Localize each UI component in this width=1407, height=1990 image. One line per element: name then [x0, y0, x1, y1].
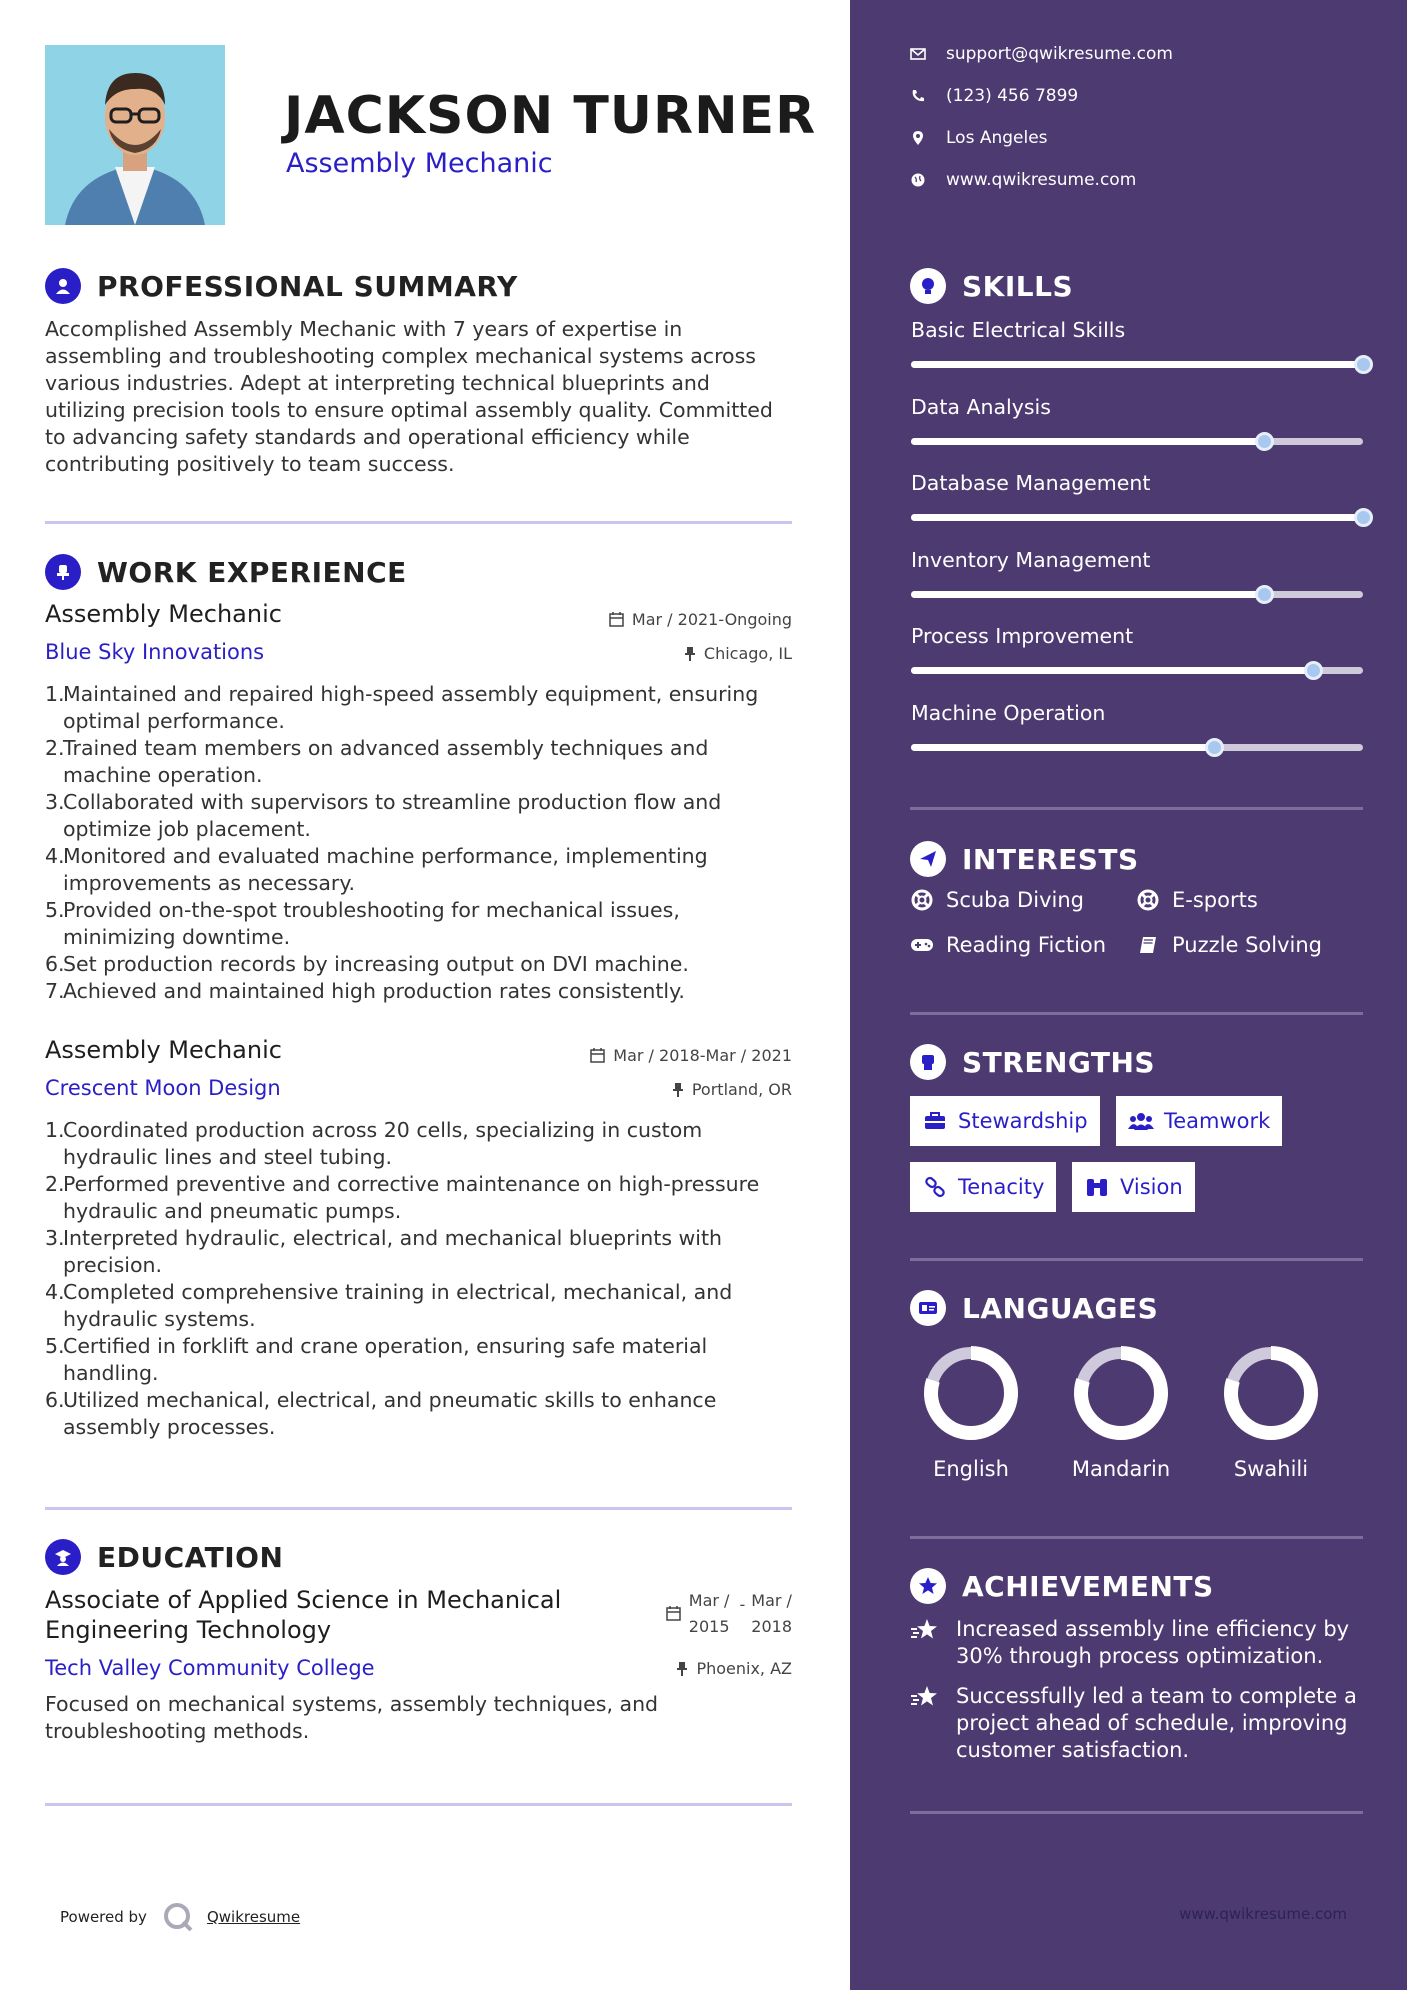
skill-bar-fill [911, 438, 1264, 445]
language-item [1211, 1343, 1331, 1481]
gamepad-icon [910, 933, 934, 957]
calendar-icon [666, 1606, 681, 1621]
experience-heading [45, 554, 407, 590]
languages-heading: LANGUAGES [910, 1290, 1158, 1326]
language-label: English [933, 1457, 1009, 1481]
language-item [911, 1343, 1031, 1481]
envelope-icon [910, 48, 926, 60]
list-item: 3. Interpreted hydraulic, electrical, and mechanical blueprints with precision. [45, 1226, 723, 1277]
interest-item: E-sports [1136, 888, 1258, 912]
list-item: 1. Coordinated production across 20 cells, specializing in custom hydraulic lines and steel tubing. [45, 1118, 703, 1169]
list-item: 2. Trained team members on advanced assembly techniques and machine operation. [45, 736, 709, 787]
skill-bar [911, 514, 1363, 521]
list-item: 7. Achieved and maintained high production rates consistently. [45, 979, 685, 1003]
globe-icon [910, 173, 926, 187]
contact-location: Los Angeles [910, 128, 1048, 148]
achievements-heading: ACHIEVEMENTS [910, 1568, 1214, 1604]
skill-level-knob [1255, 585, 1274, 604]
skill-bar [911, 667, 1363, 674]
list-item: 2. Performed preventive and corrective maintenance on high-pressure hydraulic and pneumatic pumps. [45, 1172, 760, 1223]
education-location: Phoenix, AZ [676, 1659, 792, 1678]
skills-heading: SKILLS [910, 268, 1073, 304]
pin-icon [672, 1082, 684, 1097]
language-item [1061, 1343, 1181, 1481]
list-item: 5. Provided on-the-spot troubleshooting for mechanical issues, minimizing downtime. [45, 898, 680, 949]
education-dates: Mar / 2015 - Mar / 2018 [666, 1588, 792, 1640]
briefcase-icon [922, 1108, 948, 1134]
link-icon [922, 1174, 948, 1200]
job-dates: Mar / 2021-Ongoing [609, 610, 792, 629]
map-pin-icon [910, 131, 926, 145]
skill-name: Basic Electrical Skills [911, 318, 1126, 342]
skill-name: Data Analysis [911, 394, 1051, 419]
education-text: Focused on mechanical systems, assembly techniques, and troubleshooting methods. [45, 1692, 659, 1743]
skill-bar [911, 438, 1363, 445]
divider [910, 1012, 1363, 1015]
language-label: Mandarin [1071, 1457, 1171, 1481]
binoculars-icon [1084, 1174, 1110, 1200]
strength-tag: Tenacity [910, 1162, 1056, 1212]
book-icon [1136, 933, 1160, 957]
job-dates: Mar / 2018-Mar / 2021 [590, 1046, 792, 1065]
summary-text: Accomplished Assembly Mechanic with 7 years of expertise in assembling and troubleshooting complex mechanical systems across various industries. Adept at interpreting technical blueprints and utilizing precision tools to ensure optimal assembly quality. Committed to advancing safety standards and operational efficiency while contributing positively to team success. [45, 317, 773, 476]
paper-plane-icon [910, 841, 946, 877]
job-title: Assembly Mechanic [45, 1036, 282, 1064]
language-label: Swahili [1233, 1457, 1309, 1481]
interest-item: Puzzle Solving [1136, 933, 1322, 957]
lifebuoy-icon [1136, 888, 1160, 912]
skill-bar-fill [911, 667, 1313, 674]
interest-item: Scuba Diving [910, 888, 1084, 912]
skill-bar [911, 744, 1363, 751]
lifebuoy-icon [910, 888, 934, 912]
skill-name: Database Management [911, 471, 1151, 495]
company-name: Crescent Moon Design [45, 1076, 281, 1100]
office-chair-icon [45, 554, 81, 590]
pin-icon [676, 1661, 688, 1676]
qwikresume-logo-icon [161, 1900, 195, 1934]
graduate-icon [45, 1539, 81, 1575]
skill-bar-fill [911, 591, 1264, 598]
interest-item: Reading Fiction [910, 933, 1106, 957]
experience-title: WORK EXPERIENCE [97, 555, 407, 589]
achievement-item: Successfully led a team to complete a project ahead of schedule, improving customer satisfaction. [910, 1683, 1370, 1764]
star-icon [910, 1616, 940, 1670]
calendar-icon [590, 1048, 605, 1063]
education-heading [45, 1539, 283, 1575]
skill-bar-fill [911, 361, 1363, 368]
star-badge-icon [910, 1568, 946, 1604]
list-item: 4. Monitored and evaluated machine performance, implementing improvements as necessary. [45, 844, 708, 895]
school-name: Tech Valley Community College [45, 1656, 375, 1680]
lightbulb-icon [910, 268, 946, 304]
skill-bar [911, 361, 1363, 368]
achievement-item: Increased assembly line efficiency by 30% through process optimization. [910, 1616, 1370, 1670]
strength-tag: Stewardship [910, 1096, 1100, 1146]
job-location: Chicago, IL [684, 644, 792, 663]
profile-photo [45, 45, 225, 225]
job-bullets [45, 1117, 795, 1441]
education-title: EDUCATION [97, 1540, 284, 1574]
interests-heading: INTERESTS [910, 841, 1139, 877]
user-icon [45, 268, 81, 304]
footer-site[interactable]: www.qwikresume.com [1179, 1905, 1347, 1923]
job-title: Assembly Mechanic [45, 600, 282, 628]
qwikresume-link[interactable]: Qwikresume [206, 1908, 301, 1926]
list-item: 1. Maintained and repaired high-speed assembly equipment, ensuring optimal performance. [45, 682, 759, 733]
summary-title: PROFESSIONAL SUMMARY [97, 269, 518, 303]
strengths-heading: STRENGTHS [910, 1044, 1155, 1080]
skill-bar-fill [911, 744, 1214, 751]
company-name: Blue Sky Innovations [45, 640, 265, 664]
list-item: 3. Collaborated with supervisors to streamline production flow and optimize job placement. [45, 790, 722, 841]
star-icon [910, 1683, 940, 1764]
footer-powered: Powered by Qwikresume [60, 1900, 300, 1934]
list-item: 4. Completed comprehensive training in electrical, mechanical, and hydraulic systems. [45, 1280, 733, 1331]
skill-level-knob [1255, 432, 1274, 451]
divider [910, 1536, 1363, 1539]
candidate-name: JACKSON TURNER [284, 86, 817, 146]
job-bullets [45, 681, 795, 1005]
skill-level-knob [1354, 355, 1373, 374]
skill-name: Inventory Management [911, 547, 1151, 572]
divider [45, 521, 792, 524]
skill-bar [911, 591, 1363, 598]
skill-level-knob [1205, 738, 1224, 757]
divider [910, 1258, 1363, 1261]
users-icon [1128, 1108, 1154, 1134]
divider [45, 1507, 792, 1510]
language-ring [921, 1343, 1021, 1443]
list-item: 5. Certified in forklift and crane operation, ensuring safe material handling. [45, 1334, 708, 1385]
contact-email[interactable]: support@qwikresume.com [910, 44, 1173, 64]
divider [45, 1803, 792, 1806]
strength-tag: Vision [1072, 1162, 1195, 1212]
summary-heading [45, 268, 518, 304]
divider [910, 807, 1363, 810]
language-ring [1221, 1343, 1321, 1443]
skill-name: Machine Operation [911, 700, 1106, 725]
pin-icon [684, 646, 696, 661]
skill-level-knob [1354, 508, 1373, 527]
id-card-icon [910, 1290, 946, 1326]
strength-tag: Teamwork [1116, 1096, 1282, 1146]
candidate-role: Assembly Mechanic [286, 148, 553, 179]
phone-icon [910, 89, 926, 103]
calendar-icon [609, 612, 624, 627]
language-ring [1071, 1343, 1171, 1443]
list-item: 6. Utilized mechanical, electrical, and pneumatic skills to enhance assembly processes. [45, 1388, 717, 1439]
contact-website[interactable]: www.qwikresume.com [910, 170, 1136, 190]
skill-name: Process Improvement [911, 624, 1134, 648]
list-item: 6. Set production records by increasing output on DVI machine. [45, 952, 689, 976]
skill-bar-fill [911, 514, 1363, 521]
contact-phone[interactable]: (123) 456 7899 [910, 86, 1078, 106]
job-location: Portland, OR [672, 1080, 792, 1099]
degree-title: Associate of Applied Science in Mechanical Engineering Technology [45, 1586, 562, 1644]
divider [910, 1811, 1363, 1814]
fist-icon [910, 1044, 946, 1080]
